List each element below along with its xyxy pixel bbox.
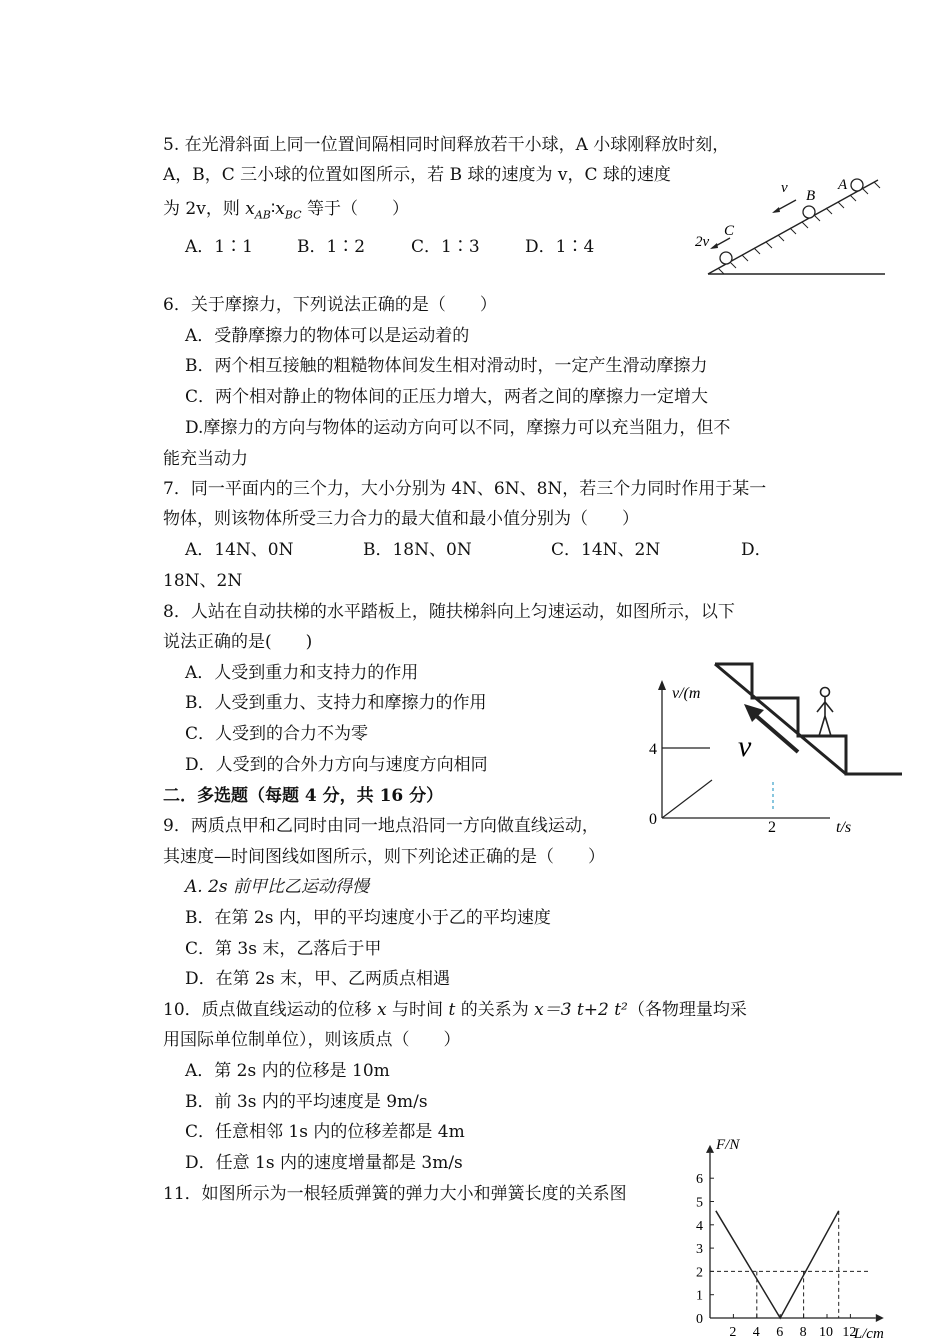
ball-b <box>803 206 815 218</box>
q6-option-d-wrap: 能充当动力 <box>163 449 248 469</box>
vt-y-arrow-icon <box>658 680 666 690</box>
x-tick-label: 6 <box>776 1325 784 1340</box>
spring-force-chart <box>690 1136 942 1342</box>
x-tick-label: 12 <box>842 1325 857 1340</box>
ball-c <box>720 252 732 264</box>
escalator-vt-figure <box>640 660 910 840</box>
vt-x-tick-2: 2 <box>768 819 776 836</box>
x-tick-label: 2 <box>729 1325 737 1340</box>
q7-option-c[interactable]: C．14N、2N <box>551 540 661 560</box>
q10-option-d[interactable]: D．任意 1s 内的速度增量都是 3m/s <box>185 1153 463 1173</box>
ratio-x-ab: x <box>245 199 255 219</box>
q5-line3 <box>163 198 409 226</box>
ratio-sub-bc: BC <box>284 208 302 222</box>
arrow-v-head-icon <box>772 207 780 213</box>
person-icon <box>817 688 833 737</box>
q10-option-a[interactable]: A．第 2s 内的位移是 10m <box>185 1061 390 1081</box>
q7-option-d-wrap: 18N、2N <box>163 571 243 591</box>
y-axis-arrow-icon <box>706 1145 714 1153</box>
q7-line2: 物体，则该物体所受三力合力的最大值和最小值分别为（ ） <box>163 509 639 529</box>
label-a: A <box>838 177 848 193</box>
label-2v: 2v <box>695 234 710 250</box>
q9-option-b[interactable]: B．在第 2s 内，甲的平均速度小于乙的平均速度 <box>185 908 551 928</box>
q10-option-c[interactable]: C．任意相邻 1s 内的位移差都是 4m <box>185 1122 465 1142</box>
q10-line1 <box>163 999 747 1021</box>
q9-line1: 9．两质点甲和乙同时由同一地点沿同一方向做直线运动， <box>163 816 599 836</box>
q5-line2: A，B，C 三小球的位置如图所示，若 B 球的速度为 v，C 球的速度 <box>163 165 671 185</box>
q6-option-c[interactable]: C．两个相对静止的物体间的正压力增大，两者之间的摩擦力一定增大 <box>185 387 709 407</box>
q10-formula: x＝3 t+2 t² <box>534 1000 628 1020</box>
label-b: B <box>806 188 816 204</box>
label-c: C <box>724 223 735 239</box>
vt-axis-t-label: t/s <box>836 819 852 836</box>
incline-figure <box>690 168 890 280</box>
ratio-x-bc: x <box>275 199 285 219</box>
q6-option-a[interactable]: A．受静摩擦力的物体可以是运动着的 <box>185 326 470 346</box>
y-axis-label: F/N <box>716 1136 740 1153</box>
ball-a <box>851 179 863 191</box>
q8-line1: 8．人站在自动扶梯的水平踏板上，随扶梯斜向上匀速运动，如图所示，以下 <box>163 602 735 622</box>
y-tick-label: 1 <box>696 1288 703 1304</box>
vt-y-tick-4: 4 <box>649 741 657 758</box>
x-tick-label: 10 <box>819 1325 833 1340</box>
ratio-separator: ∶ <box>270 199 276 219</box>
q7-line1: 7．同一平面内的三个力，大小分别为 4N、6N、8N，若三个力同时作用于某一 <box>163 479 767 499</box>
q8-option-b[interactable]: B．人受到重力、支持力和摩擦力的作用 <box>185 693 487 713</box>
q10-post: （各物理量均采 <box>627 1000 747 1020</box>
vt-line-yi <box>662 780 712 818</box>
velocity-arrow-line <box>754 714 798 752</box>
q10-mid2: 的关系为 <box>455 1000 535 1020</box>
arrow-2v-head-icon <box>710 243 718 249</box>
x-axis-arrow-icon <box>876 1314 884 1322</box>
q9-option-c[interactable]: C．第 3s 末，乙落后于甲 <box>185 939 382 959</box>
q10-option-b[interactable]: B．前 3s 内的平均速度是 9m/s <box>185 1092 428 1112</box>
q9-option-a[interactable]: A. 2s 前甲比乙运动得慢 <box>185 877 370 897</box>
x-tick-label: 8 <box>799 1325 807 1340</box>
q9-option-d[interactable]: D．在第 2s 末，甲、乙两质点相遇 <box>185 969 450 989</box>
vt-axis-v-label: v/(m <box>672 685 701 702</box>
y-tick-label: 3 <box>696 1242 703 1258</box>
y-tick-label: 2 <box>696 1265 703 1281</box>
q8-line2: 说法正确的是( ) <box>163 632 313 652</box>
q8-option-c[interactable]: C．人受到的合力不为零 <box>185 724 369 744</box>
q7-option-a[interactable]: A．14N、0N <box>185 540 294 560</box>
q11-line1: 11．如图所示为一根轻质弹簧的弹力大小和弹簧长度的关系图 <box>163 1184 627 1204</box>
q5-option-a[interactable]: A．1∶1 <box>185 237 253 257</box>
q6-option-d[interactable]: D.摩擦力的方向与物体的运动方向可以不同，摩擦力可以充当阻力，但不 <box>185 418 731 438</box>
q5-line1: 5. 在光滑斜面上同一位置间隔相同时间释放若干小球，A 小球刚释放时刻， <box>163 135 730 155</box>
q5-option-d[interactable]: D．1∶4 <box>525 237 595 257</box>
q8-option-a[interactable]: A．人受到重力和支持力的作用 <box>185 663 419 683</box>
q10-line2: 用国际单位制单位），则该质点（ ） <box>163 1030 461 1050</box>
y-tick-label: 4 <box>696 1218 703 1234</box>
q6-option-b[interactable]: B．两个相互接触的粗糙物体间发生相对滑动时，一定产生滑动摩擦力 <box>185 356 708 376</box>
x-tick-label: 4 <box>752 1325 760 1340</box>
q6-stem: 6．关于摩擦力，下列说法正确的是（ ） <box>163 295 497 315</box>
velocity-label: v <box>738 730 752 763</box>
y-tick-label: 5 <box>696 1195 703 1211</box>
label-v: v <box>781 180 788 196</box>
q5-option-b[interactable]: B．1∶2 <box>297 237 366 257</box>
q8-option-d[interactable]: D．人受到的合外力方向与速度方向相同 <box>185 755 488 775</box>
q7-option-b[interactable]: B．18N、0N <box>363 540 472 560</box>
vt-origin-0: 0 <box>649 811 657 828</box>
y-tick-label: 6 <box>696 1172 703 1188</box>
x-tick-label: 0 <box>696 1312 703 1327</box>
ratio-sub-ab: AB <box>254 208 271 222</box>
q5-option-c[interactable]: C．1∶3 <box>411 237 480 257</box>
section-2-heading: 二．多选题（每题 4 分，共 16 分） <box>163 786 444 806</box>
x-axis-label: L/cm <box>853 1326 884 1342</box>
incline-hatching <box>718 182 880 274</box>
q10-mid: 与时间 <box>386 1000 449 1020</box>
q10-var-x: x <box>377 1000 387 1020</box>
q10-var-t: t <box>448 1000 456 1020</box>
q7-option-d[interactable]: D． <box>741 540 772 560</box>
q10-pre: 10．质点做直线运动的位移 <box>163 1000 378 1020</box>
q9-line2: 其速度—时间图线如图所示，则下列论述正确的是（ ） <box>163 847 605 867</box>
force-length-line <box>716 1211 839 1318</box>
q5-line3-post: 等于（ ） <box>301 199 410 219</box>
q5-line3-pre: 为 2v，则 <box>163 199 246 219</box>
